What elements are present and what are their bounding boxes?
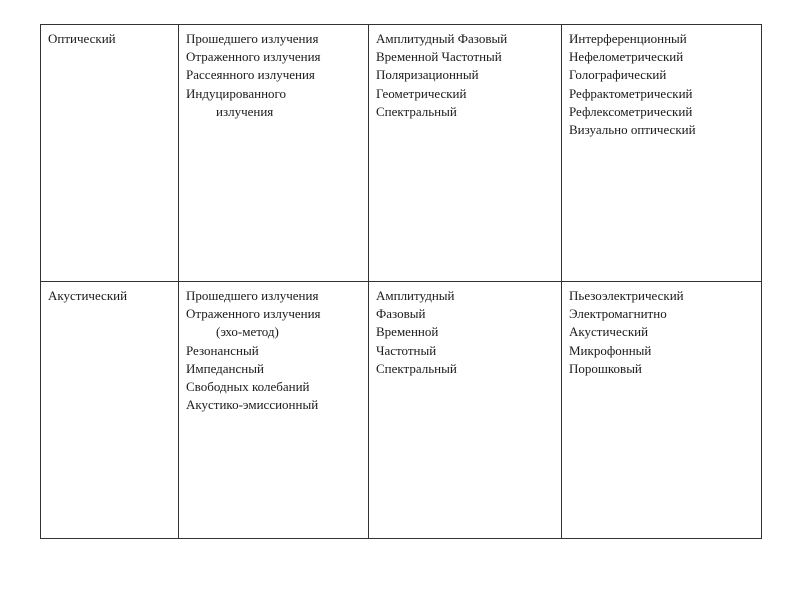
list-item: Голографический bbox=[569, 67, 667, 83]
list-item: Амплитудный Фазовый bbox=[376, 31, 508, 46]
category-label: Оптический bbox=[48, 31, 116, 46]
list-item: Геометрический bbox=[376, 85, 467, 101]
method-cell bbox=[562, 25, 762, 282]
table-row-acoustic bbox=[41, 282, 762, 539]
list-item: Интерференционный bbox=[569, 31, 687, 46]
list-item: Нефелометрический bbox=[569, 49, 684, 65]
list-item: Индуцированного bbox=[186, 85, 287, 101]
parameter-cell bbox=[369, 282, 562, 539]
list-item: Рефлексометрический bbox=[569, 103, 693, 119]
list-item: Акустический bbox=[569, 324, 649, 340]
list-item: Рассеянного излучения bbox=[186, 67, 315, 83]
list-item: Отраженного излучения bbox=[186, 306, 321, 322]
category-label: Акустический bbox=[48, 288, 128, 303]
method-cell bbox=[562, 282, 762, 539]
table-row-optical bbox=[41, 25, 762, 282]
category-cell bbox=[41, 25, 179, 282]
list-item: Поляризационный bbox=[376, 67, 479, 83]
list-item: Частотный bbox=[376, 342, 437, 358]
list-item: Прошедшего излучения bbox=[186, 31, 319, 46]
list-item: Спектральный bbox=[376, 360, 457, 376]
radiation-type-cell bbox=[179, 25, 369, 282]
list-item: Резонансный bbox=[186, 342, 259, 358]
list-item: Импедансный bbox=[186, 360, 264, 376]
list-item: Прошедшего излучения bbox=[186, 288, 319, 303]
list-item: Микрофонный bbox=[569, 342, 652, 358]
list-item: Рефрактометрический bbox=[569, 85, 693, 101]
list-item: Временной bbox=[376, 324, 439, 340]
list-item: Спектральный bbox=[376, 103, 457, 119]
list-item: Электромагнитно bbox=[569, 306, 667, 322]
methods-table bbox=[40, 24, 762, 539]
list-item: Визуально оптический bbox=[569, 122, 696, 138]
radiation-type-cell bbox=[179, 282, 369, 539]
category-cell bbox=[41, 282, 179, 539]
list-item: Отраженного излучения bbox=[186, 49, 321, 65]
list-item: Амплитудный bbox=[376, 288, 455, 303]
list-item: Свободных колебаний bbox=[186, 379, 310, 395]
list-item: (эхо-метод) bbox=[216, 324, 279, 340]
list-item: Пьезоэлектрический bbox=[569, 288, 684, 303]
list-item: Акустико-эмиссионный bbox=[186, 397, 319, 413]
list-item: Порошковый bbox=[569, 360, 642, 376]
list-item: излучения bbox=[216, 103, 274, 119]
list-item: Фазовый bbox=[376, 306, 426, 322]
list-item: Временной Частотный bbox=[376, 49, 502, 65]
parameter-cell bbox=[369, 25, 562, 282]
